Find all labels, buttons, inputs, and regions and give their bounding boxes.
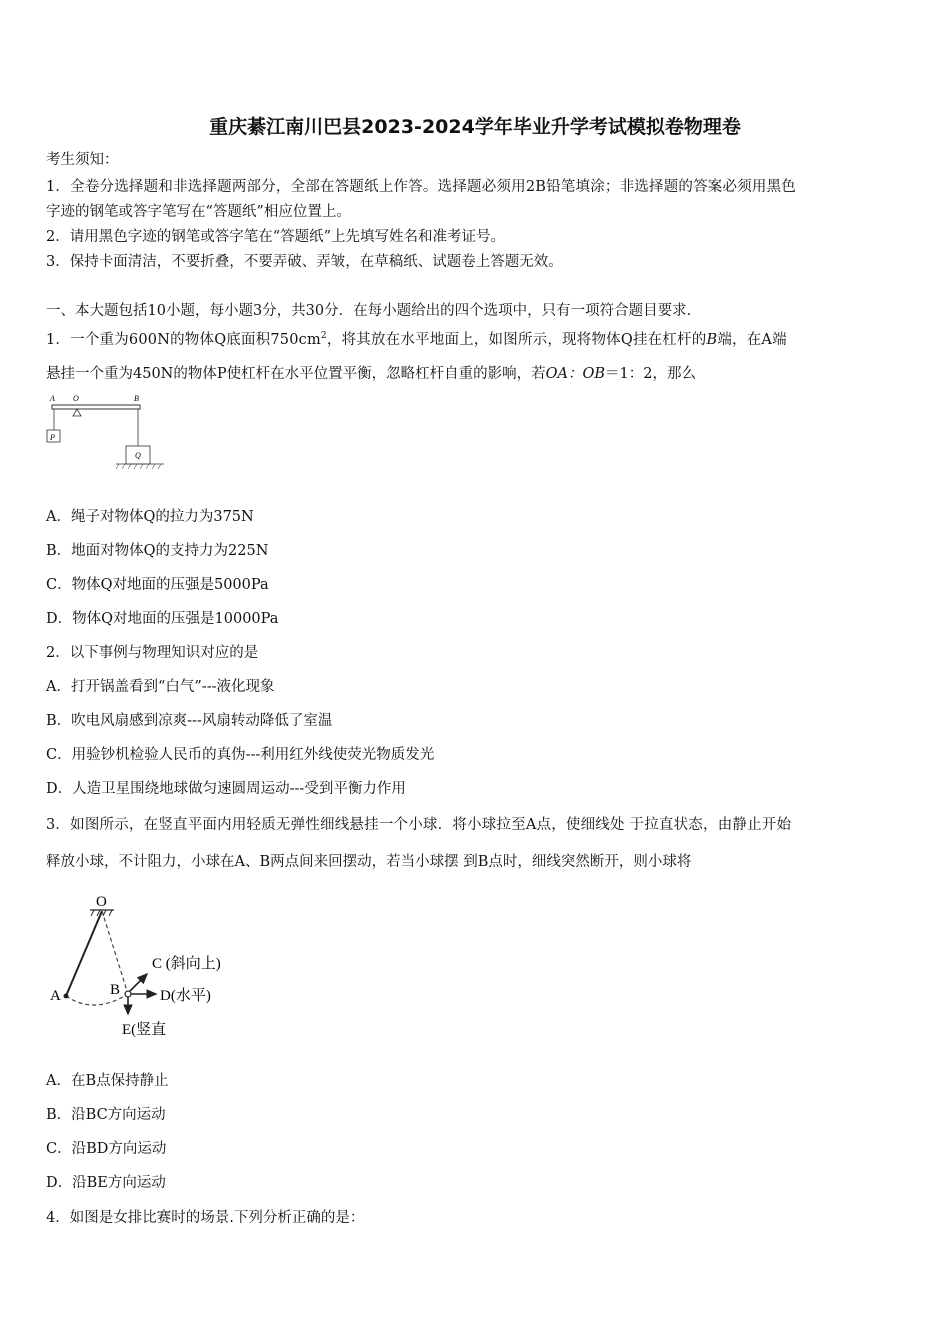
q1-option-a: A．绳子对物体Q的拉力为375N (46, 509, 254, 525)
pendulum-label-o: O (96, 894, 107, 910)
lever-bar (52, 405, 140, 409)
q1-stem-line1: 1．一个重为600N的物体Q底面积$750cm^2$，将其放在水平地面上，如图所示，现将物体Q挂在杠杆的B端，在A端 (46, 331, 787, 348)
pendulum-label-b: B (110, 982, 121, 998)
q3-stem-line1: 3．如图所示，在竖直平面内用轻质无弹性细线悬挂一个小球．将小球拉至A点，使细线处 于拉直状态，由静止开始 (46, 817, 792, 833)
object-p-label: P (50, 433, 55, 442)
q1-option-c: C．物体Q对地面的压强是5000Pa (46, 577, 269, 593)
q2-option-c: C．用验钞机检验人民币的真伪---利用红外线使荧光物质发光 (46, 747, 435, 763)
lever-label-o: O (73, 394, 79, 403)
q3-option-d: D．沿BE方向运动 (46, 1175, 166, 1191)
pendulum-diagram (44, 890, 244, 1040)
q3-option-c: C．沿BD方向运动 (46, 1141, 167, 1157)
q2-stem: 2．以下事例与物理知识对应的是 (46, 645, 259, 661)
pendulum-label-a: A (50, 988, 61, 1004)
object-q-label: Q (135, 451, 141, 460)
lever-diagram (40, 392, 175, 474)
q3-option-b: B．沿BC方向运动 (46, 1107, 166, 1123)
notice-item-3: 3．保持卡面清洁，不要折叠，不要弄破、弄皱，在草稿纸、试题卷上答题无效。 (46, 254, 563, 270)
string-at-a (66, 911, 102, 996)
page-title: 重庆綦江南川巴县2023-2024学年毕业升学考试模拟卷物理卷 (209, 116, 741, 138)
notice-item-2: 2．请用黑色字迹的钢笔或答字笔在“答题纸”上先填写姓名和准考证号。 (46, 229, 506, 245)
point-b (125, 991, 131, 997)
fulcrum-icon (73, 409, 81, 416)
q2-option-d: D．人造卫星围绕地球做匀速圆周运动---受到平衡力作用 (46, 781, 406, 797)
pendulum-label-c: C (斜向上) (152, 956, 221, 972)
point-a (64, 994, 69, 999)
q4-stem: 4．如图是女排比赛时的场景.下列分析正确的是： (46, 1210, 365, 1226)
pendulum-label-d: D(水平) (160, 988, 211, 1004)
section-heading: 一、本大题包括10小题，每小题3分，共30分．在每小题给出的四个选项中，只有一项符合题目要求． (46, 303, 702, 319)
lever-label-b: B (134, 394, 139, 403)
q2-option-b: B．吹电风扇感到凉爽---风扇转动降低了室温 (46, 713, 333, 729)
q3-option-a: A．在B点保持静止 (46, 1073, 169, 1089)
arrow-c (130, 974, 147, 991)
q2-option-a: A．打开锅盖看到“白气”---液化现象 (46, 679, 275, 695)
ground-hatch (116, 464, 161, 469)
lever-label-a: A (50, 394, 55, 403)
q1-stem-line2: 悬挂一个重为450N的物体P使杠杆在水平位置平衡，忽略杠杆自重的影响，若OA：OB＝1：2，那么 (46, 366, 696, 382)
q1-option-b: B．地面对物体Q的支持力为225N (46, 543, 269, 559)
q3-stem-line2: 释放小球，不计阻力，小球在A、B两点间来回摆动，若当小球摆 到B点时，细线突然断开，则小球将 (46, 854, 692, 870)
notice-item-1b: 字迹的钢笔或答字笔写在“答题纸”相应位置上。 (46, 204, 351, 220)
q1-option-d: D．物体Q对地面的压强是10000Pa (46, 611, 279, 627)
pendulum-label-e: E(竖直 (122, 1022, 167, 1038)
notice-item-1a: 1．全卷分选择题和非选择题两部分，全部在答题纸上作答。选择题必须用2B铅笔填涂；非选择题的答案必须用黑色 (46, 179, 797, 195)
notice-heading: 考生须知： (46, 152, 119, 168)
